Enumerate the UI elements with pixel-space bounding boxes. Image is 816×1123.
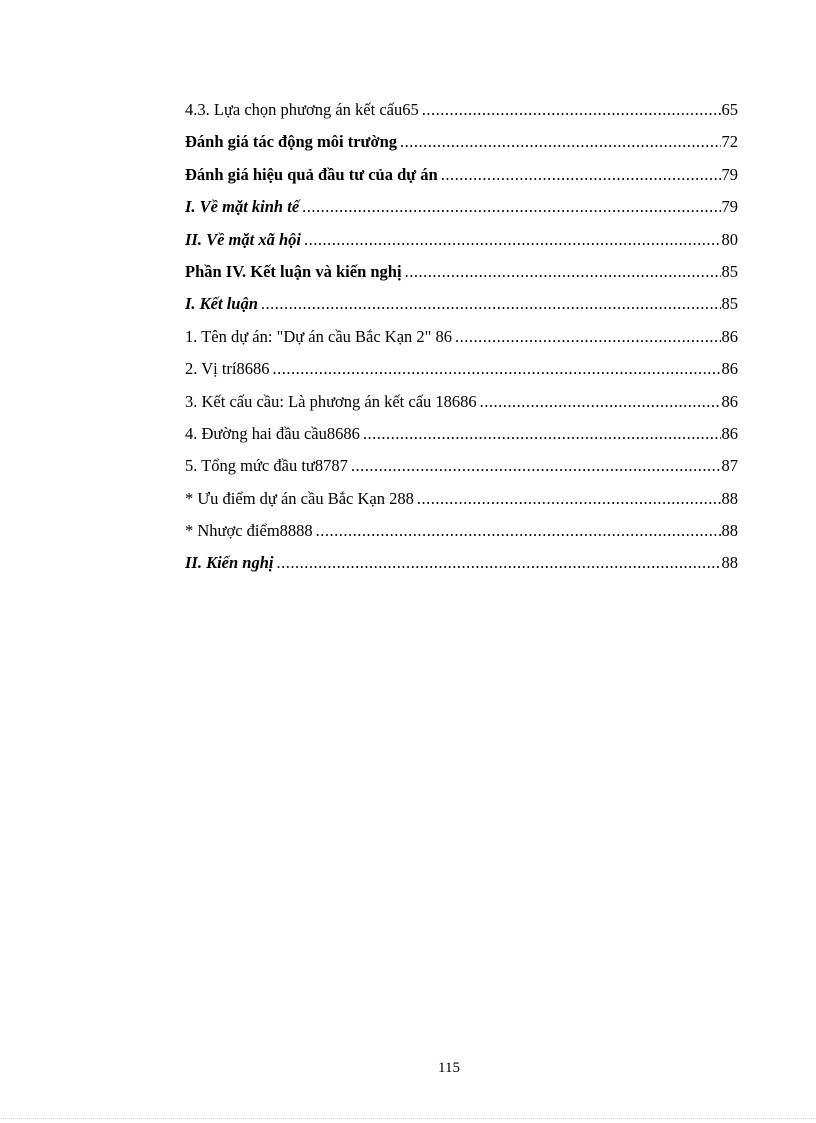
toc-entry [185, 353, 738, 385]
toc-dot-leader [363, 418, 721, 450]
toc-entry [185, 94, 738, 126]
toc-entry [185, 288, 738, 320]
toc-entry-title: II. Kiến nghị [185, 553, 274, 573]
toc-dot-leader [316, 515, 721, 547]
toc-entry [185, 483, 738, 515]
toc-dot-leader [441, 159, 721, 191]
toc-entry [185, 321, 738, 353]
toc-entry [185, 191, 738, 223]
toc-entry-title: 1. Tên dự án: "Dự án cầu Bắc Kạn 2" 86 [185, 326, 453, 346]
toc-entry-page: 72 [721, 132, 738, 152]
toc-entry [185, 159, 738, 191]
toc-entry-title: 3. Kết cấu cầu: Là phương án kết cấu 18686 [185, 391, 477, 411]
toc-entry-page: 85 [721, 261, 738, 281]
toc-dot-leader [304, 224, 721, 256]
toc-entry-title: II. Về mặt xã hội [185, 229, 301, 249]
toc-entry-page: 88 [721, 553, 738, 573]
toc-entry-title: 2. Vị trí8686 [185, 359, 270, 379]
toc-dot-leader [405, 256, 721, 288]
toc-dot-leader [455, 321, 720, 353]
toc-entry-page: 86 [721, 423, 738, 443]
toc-entry-title: Đánh giá tác động môi trường [185, 132, 398, 152]
toc-entry-page: 85 [721, 294, 738, 314]
toc-dot-leader [422, 94, 721, 126]
toc-entry [185, 256, 738, 288]
page-bottom-divider [0, 1118, 816, 1119]
toc-dot-leader [417, 483, 721, 515]
toc-entry [185, 547, 738, 579]
toc-entry-title: * Nhược điểm8888 [185, 521, 313, 541]
toc-dot-leader [351, 450, 721, 482]
toc-entry-page: 88 [721, 488, 738, 508]
toc-entry-page: 80 [721, 229, 738, 249]
toc-dot-leader [273, 353, 721, 385]
toc-entry-page: 86 [721, 391, 738, 411]
toc-entry-title: I. Về mặt kinh tế [185, 197, 300, 217]
toc-entry-page: 87 [721, 456, 738, 476]
toc-dot-leader [480, 386, 721, 418]
toc-dot-leader [302, 191, 720, 223]
toc-entry [185, 450, 738, 482]
toc-entry-title: 4.3. Lựa chọn phương án kết cấu65 [185, 100, 419, 119]
toc-entry-page: 86 [721, 359, 738, 379]
toc-entry-title: Phần IV. Kết luận và kiến nghị [185, 261, 402, 281]
toc-dot-leader [400, 126, 720, 158]
toc-entry [185, 418, 738, 450]
page-number: 115 [438, 1060, 460, 1076]
toc-dot-leader [277, 547, 721, 579]
toc-entry [185, 224, 738, 256]
toc-entry [185, 515, 738, 547]
toc-entry-page: 88 [721, 521, 738, 541]
toc-entry-page: 65 [721, 100, 738, 119]
toc-entry-page: 86 [721, 326, 738, 346]
toc-entry [185, 126, 738, 158]
toc-dot-leader [261, 288, 721, 320]
toc-entry-title: Đánh giá hiệu quả đầu tư của dự án [185, 164, 438, 184]
toc-entry-title: 5. Tổng mức đầu tư8787 [185, 456, 348, 476]
table-of-contents [185, 94, 738, 580]
toc-entry-page: 79 [721, 197, 738, 217]
toc-entry [185, 386, 738, 418]
toc-entry-title: I. Kết luận [185, 294, 258, 314]
toc-entry-title: 4. Đường hai đầu cầu8686 [185, 423, 360, 443]
toc-entry-title: * Ưu điểm dự án cầu Bắc Kạn 288 [185, 488, 414, 508]
toc-entry-page: 79 [721, 164, 738, 184]
